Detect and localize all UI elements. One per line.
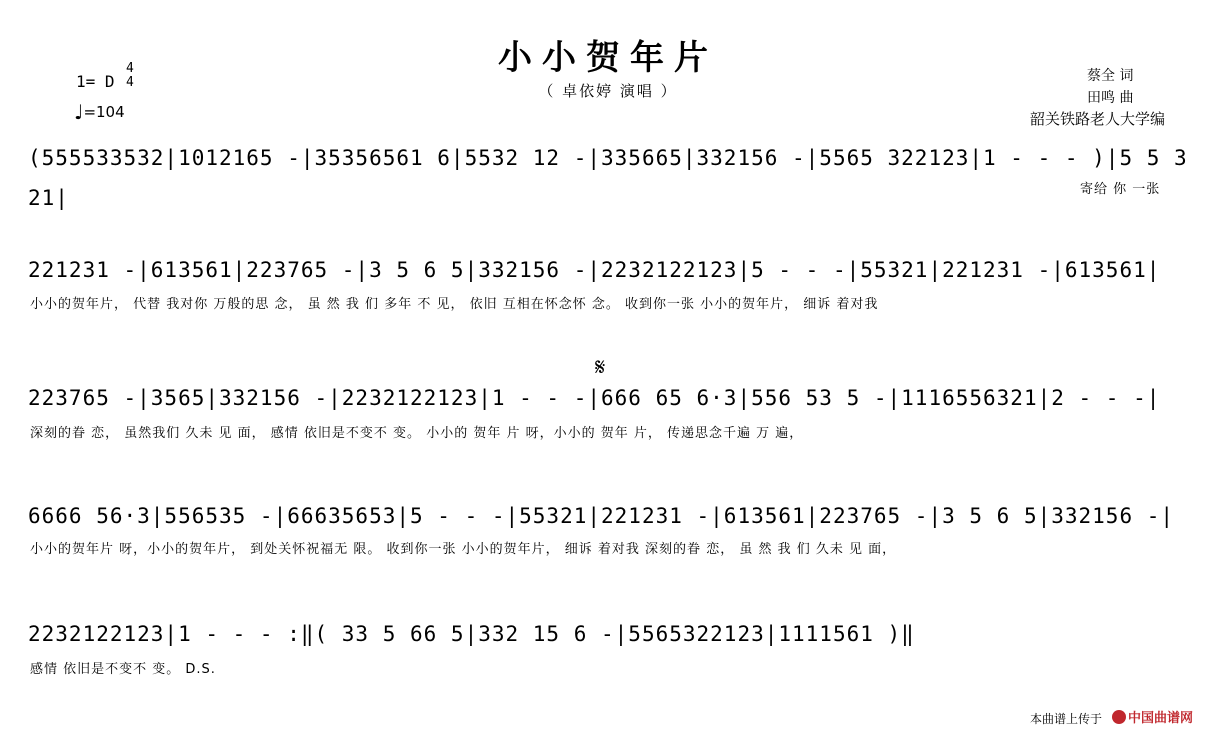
key-signature: 1= D [76,72,115,91]
song-title: 小小贺年片 [498,38,718,78]
site-logo-icon [1112,710,1126,724]
lyrics-row-3: 深刻的眷 恋， 虽然我们 久未 见 面， 感情 依旧是不变不 变。 小小的 贺年 片 呀，小小的 贺年 片， 传递思念千遍 万 遍， [30,426,804,441]
lyrics-row-1: 寄给 你 一张 [1080,182,1161,197]
tempo-value: =104 [83,103,125,121]
lyrics-row-5: 感情 依旧是不变不 变。 D.S. [30,662,216,677]
notation-row-4: 6666 56·3|556535 -|66635653|5 - - -|55321|221231 -|613561|223765 -|3 5 6 5|332156 -| [28,504,1175,528]
tempo-marking [74,100,125,124]
notation-row-2: 221231 -|613561|223765 -|3 5 6 5|332156 -|2232122123|5 - - -|55321|221231 -|613561| [28,258,1161,282]
composer-credit: 田鸣 曲 [1087,90,1134,106]
segno-icon: 𝄋 [595,353,606,381]
notation-row-3: 223765 -|3565|332156 -|2232122123|1 - - -|666 65 6·3|556 53 5 -|1116556321|2 - - -| [28,386,1161,410]
lyrics-row-4: 小小的贺年片 呀，小小的贺年片， 到处关怀祝福无 限。 收到你一张 小小的贺年片， 细诉 着对我 深刻的眷 恋， 虽 然 我 们 久未 见 面， [30,542,897,557]
performer-credit: （ 卓依婷 演唱 ） [538,82,678,100]
lyrics-row-2: 小小的贺年片， 代替 我对你 万般的思 念， 虽 然 我 们 多年 不 见， 依旧 互相在怀念怀 念。 收到你一张 小小的贺年片， 细诉 着对我 [30,297,879,312]
time-signature-top: 4 [126,61,134,76]
editor-credit: 韶关铁路老人大学编 [1030,110,1166,128]
notation-row-5: 2232122123|1 - - - :‖( 33 5 66 5|332 15 6 -|5565322123|1111561 )‖ [28,622,915,646]
notation-row-1: (555533532|1012165 -|35356561 6|5532 12 -|335665|332156 -|5565 322123|1 - - - )|5 5 3 21| [28,146,1188,210]
time-signature [126,62,134,90]
site-name: 中国曲谱网 [1128,711,1194,726]
quarter-note-icon: ♩ [74,100,84,124]
lyricist-credit: 蔡全 词 [1087,68,1134,84]
upload-note: 本曲谱上传于 [1030,712,1103,726]
site-logo[interactable] [1112,707,1193,726]
time-signature-bottom: 4 [126,75,134,90]
